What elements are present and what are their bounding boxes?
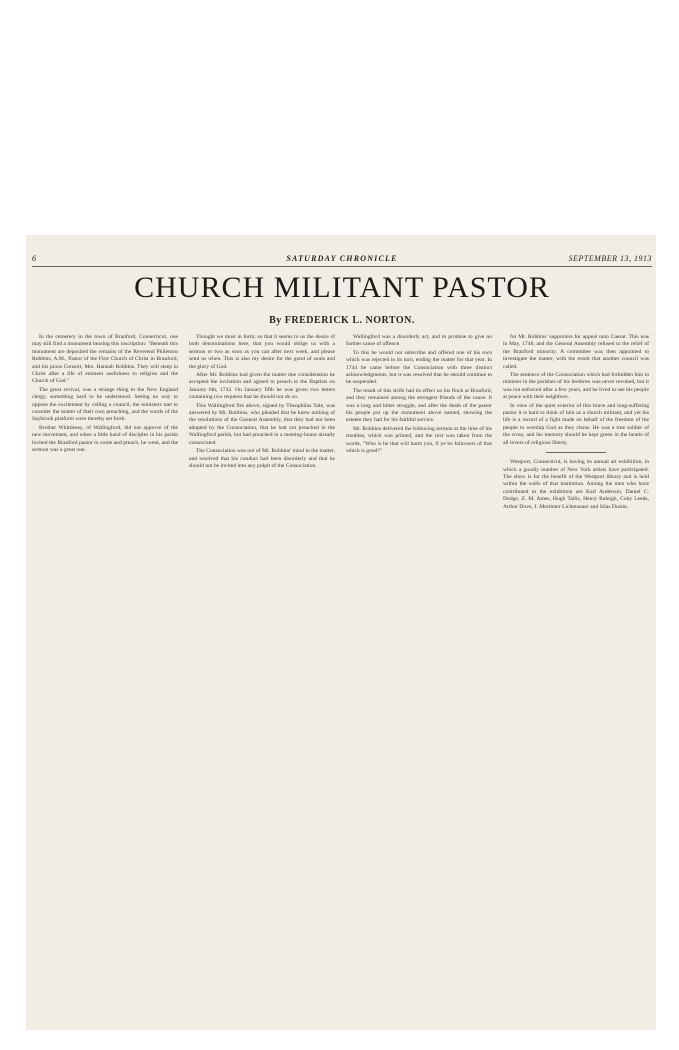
header-rule bbox=[32, 266, 652, 267]
paragraph: Wallingford was a disorderly act, and to promise to give no further cause of offence. bbox=[346, 334, 492, 348]
article-body bbox=[32, 334, 652, 1024]
paragraph: This Wallingford fire above, signed by Theophilus Yale, was answered by Mr. Robbins, who pleaded that he knew nothing of the resolutions of the General Assembly, that they had not been adopted by the Consociation, that he had not preached in the Wallingford parish, but had preached in a meeting-house already consecrated. bbox=[189, 402, 335, 446]
paragraph: After Mr. Robbins had given the matter due consideration he accepted the invitation and agreed to preach to the Baptists on January 6th, 1742. On January fifth he was given two letters containing two requests that he should not do so. bbox=[189, 372, 335, 401]
page-number: 6 bbox=[32, 254, 37, 263]
article-byline: By FREDERICK L. NORTON. bbox=[269, 315, 415, 326]
paragraph: In view of the quiet exterior of this brave and long-suffering pastor it is hard to think of him as a church militant, and yet his life is a record of a fight made on behalf of the freedom of the people to worship God as they chose. He was a true soldier of the cross, and his memory should be kept green in the hearts of all lovers of religious liberty. bbox=[503, 402, 649, 446]
column-2 bbox=[189, 334, 335, 1024]
paragraph: The sentence of the Consociation which had forbidden him to minister in the parishes of his brethren was never revoked, but it was not enforced after a few years, and he lived to see his people at peace with their neighbors. bbox=[503, 372, 649, 401]
paragraph: The great revival, was a strange thing to the New England clergy, something hard to be understood. Seeing no way to oppose the excitement by calling a council, the ministers met to consider the matter of their own preaching, and the words of the Saybrook platform were thereby set forth. bbox=[32, 386, 178, 423]
paragraph: Thought we must in form; so that it seems to us the desire of both denominations here, that you would oblige us with a sermon or two as soon as you can after next week, and please send us when. This is also my desire for the good of souls and the glory of God. bbox=[189, 334, 335, 370]
article-headline: CHURCH MILITANT PASTOR bbox=[134, 271, 550, 304]
column-3 bbox=[346, 334, 492, 1024]
column-1 bbox=[32, 334, 178, 1024]
column-4 bbox=[503, 334, 649, 1024]
paragraph: Brother Whittlesey, of Wallingford, did not approve of the new movement, and when a little band of disciples in his parish invited the Branford pastor to come and preach, he went, and the sermon was a great one. bbox=[32, 424, 178, 454]
paragraph: for Mr. Robbins' supporters for appeal unto Caesar. This was in May, 1748, and the General Assembly refused to the relief of the Branford minority. A committee was then appointed to investigate the matter, with the result that another council was called. bbox=[503, 334, 649, 370]
paragraph: The result of this strife had its effect on his flock at Branford, and they remained among the strongest friends of the cause. It was a long and bitter struggle, and after the death of the pastor his people put up the monument above named, showing the esteem they had for his faithful service. bbox=[346, 387, 492, 424]
paragraph: The Consociation was not of Mr. Robbins' mind in the matter, and resolved that his conduct had been disorderly and that he should not be invited into any pulpit of the Consociation. bbox=[189, 448, 335, 469]
paragraph: Mr. Robbins delivered the following sermon at the time of his troubles, which was printed, and the text was taken from the words, "Who is he that will harm you, if ye be followers of that which is good?" bbox=[346, 425, 492, 455]
publication-name: SATURDAY CHRONICLE bbox=[286, 254, 398, 263]
paragraph: In the cemetery in the town of Branford, Connecticut, one may still find a monument bearing this inscription: "Beneath this monument are deposited the remains of the Reverend Philemon Robbins, A.M., Pastor of the First Church of Christ in Branford, and his pious Consort, Mrs. Hannah Robbins. They will sleep in Christ after a life of eminent usefulness to religion and the Church of God." bbox=[32, 334, 178, 385]
issue-date: SEPTEMBER 13, 1913 bbox=[568, 254, 652, 263]
article-end-rule bbox=[546, 452, 606, 453]
news-brief: Westport, Connecticut, is having its annual art exhibition, in which a goodly number of New York artists have participated. The show is for the benefit of the Westport library and is held within the walls of that institution. Among the men who have contributed to the exhibition are Karl Anderson, Daniel C. Dodge, Z. M. Ames, Hugh Tallis, Henry Raleigh, Coby Leeds, Arthur Dove, J. Mortimer Lichtenauer and Silas Dustin. bbox=[503, 459, 649, 510]
paragraph: To this he would not subscribe and offered one of his own which was rejected in its turn, ending the matter for that year. In 1744 he came before the Consociation with three distinct acknowledgments, but it was resolved that he should continue to be suspended. bbox=[346, 349, 492, 386]
